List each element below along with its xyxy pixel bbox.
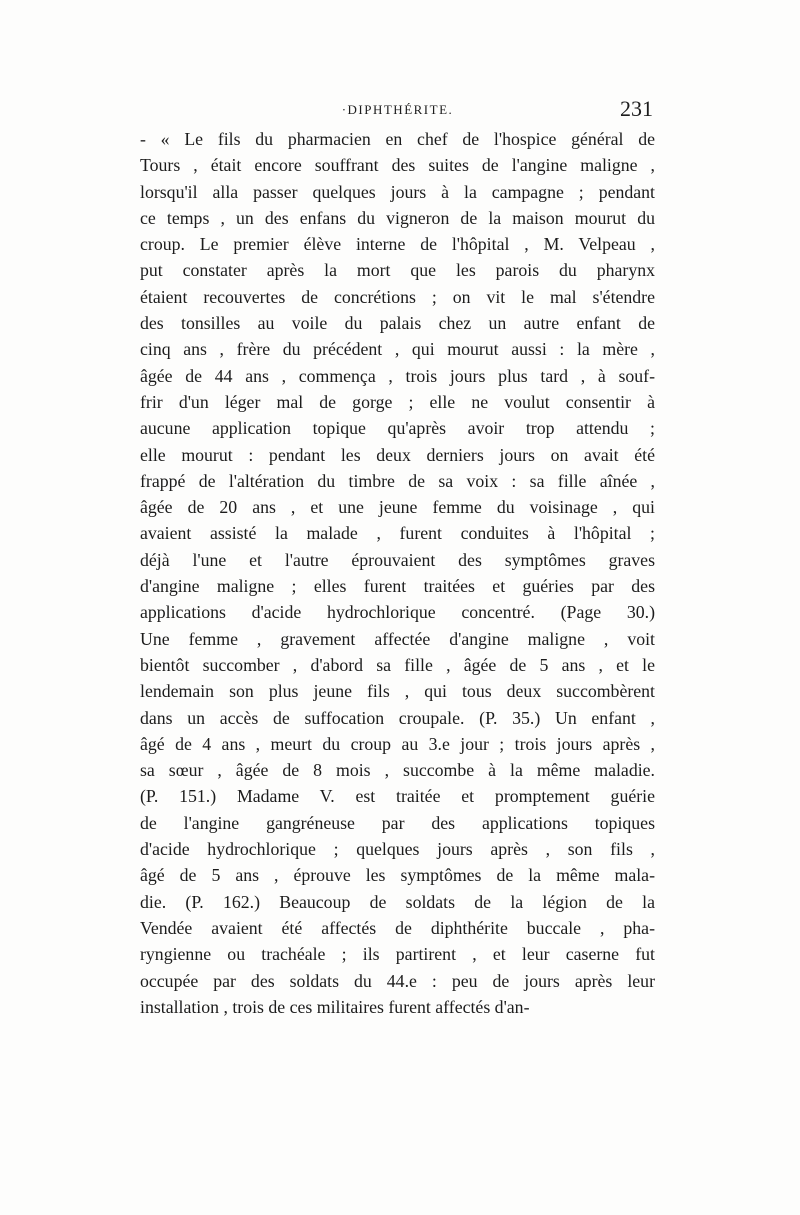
running-title: ·DIPHTHÉRITE. bbox=[341, 102, 454, 117]
text-line: dans un accès de suffocation croupale. (P. 35.) Un enfant , bbox=[140, 707, 655, 728]
text-line: avaient assisté la malade , furent conduites à l'hôpital ; bbox=[140, 523, 655, 544]
page-number: 231 bbox=[620, 96, 653, 121]
text-line: de l'angine gangréneuse par des applications topiques bbox=[140, 812, 655, 833]
text-line: frir d'un léger mal de gorge ; elle ne voulut consentir à bbox=[140, 391, 655, 412]
text-line: frappé de l'altération du timbre de sa voix : sa fille aînée , bbox=[140, 470, 655, 491]
text-line: installation , trois de ces militaires furent affectés d'an- bbox=[140, 996, 530, 1017]
text-line: sa sœur , âgée de 8 mois , succombe à la même maladie. bbox=[140, 760, 655, 781]
text-line: bientôt succomber , d'abord sa fille , âgée de 5 ans , et le bbox=[140, 654, 655, 675]
body-text bbox=[140, 126, 655, 1020]
text-line: (P. 151.) Madame V. est traitée et promptement guérie bbox=[140, 786, 655, 807]
text-line: âgée de 20 ans , et une jeune femme du voisinage , qui bbox=[140, 497, 655, 518]
text-line: applications d'acide hydrochlorique concentré. (Page 30.) bbox=[140, 602, 655, 623]
text-line: d'acide hydrochlorique ; quelques jours après , son fils , bbox=[140, 839, 655, 860]
page-header bbox=[140, 96, 655, 122]
text-line: put constater après la mort que les parois du pharynx bbox=[140, 260, 655, 281]
text-line: die. (P. 162.) Beaucoup de soldats de la légion de la bbox=[140, 891, 655, 912]
text-line: âgée de 44 ans , commença , trois jours plus tard , à souf- bbox=[140, 365, 655, 386]
text-line: étaient recouvertes de concrétions ; on vit le mal s'étendre bbox=[140, 286, 655, 307]
text-line: des tonsilles au voile du palais chez un autre enfant de bbox=[140, 313, 655, 334]
text-line: ce temps , un des enfans du vigneron de la maison mourut du bbox=[140, 207, 655, 228]
text-line: lorsqu'il alla passer quelques jours à la campagne ; pendant bbox=[140, 181, 655, 202]
text-line: d'angine maligne ; elles furent traitées et guéries par des bbox=[140, 576, 655, 597]
text-line: Une femme , gravement affectée d'angine maligne , voit bbox=[140, 628, 655, 649]
text-line: Tours , était encore souffrant des suites de l'angine maligne , bbox=[140, 155, 655, 176]
text-line: lendemain son plus jeune fils , qui tous deux succombèrent bbox=[140, 681, 655, 702]
text-line: âgé de 5 ans , éprouve les symptômes de la même mala- bbox=[140, 865, 655, 886]
text-line: elle mourut : pendant les deux derniers jours on avait été bbox=[140, 444, 655, 465]
text-line: croup. Le premier élève interne de l'hôpital , M. Velpeau , bbox=[140, 234, 655, 255]
text-line: Vendée avaient été affectés de diphthérite buccale , pha- bbox=[140, 917, 655, 938]
text-line: occupée par des soldats du 44.e : peu de jours après leur bbox=[140, 970, 655, 991]
text-line: aucune application topique qu'après avoir trop attendu ; bbox=[140, 418, 655, 439]
text-line: déjà l'une et l'autre éprouvaient des symptômes graves bbox=[140, 549, 655, 570]
text-line: - « Le fils du pharmacien en chef de l'hospice général de bbox=[140, 129, 655, 149]
text-line: âgé de 4 ans , meurt du croup au 3.e jour ; trois jours après , bbox=[140, 733, 655, 754]
text-line: cinq ans , frère du précédent , qui mourut aussi : la mère , bbox=[140, 339, 655, 360]
text-line: ryngienne ou trachéale ; ils partirent , et leur caserne fut bbox=[140, 944, 655, 965]
